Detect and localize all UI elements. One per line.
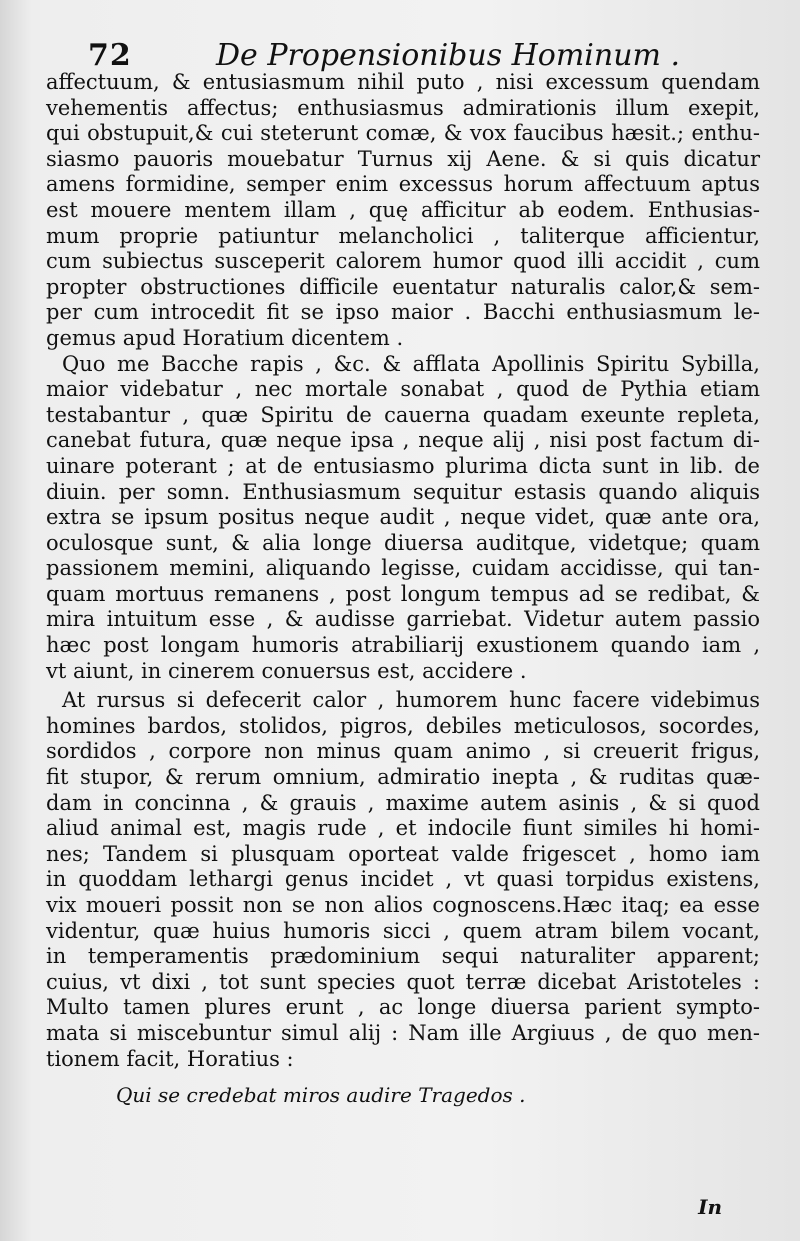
text-line: gemus apud Horatium dicentem . (46, 325, 404, 350)
text-line: diuin. per somn. Enthusiasmum sequitur estasis quando aliquis (46, 479, 760, 504)
text-line: amens formidine, semper enim excessus horum affectuum aptus (46, 172, 760, 197)
text-line: mum proprie patiuntur melancholici , taliterque afficientur, (46, 223, 760, 248)
text-line: extra se ipsum positus neque audit , neque videt, quæ ante ora, (46, 505, 760, 530)
text-line: homines bardos, stolidos, pigros, debiles meticulosos, socordes, (46, 713, 760, 738)
text-line: per cum introcedit fit se ipso maior . Bacchi enthusiasmum le- (46, 300, 760, 325)
text-line: cuius, vt dixi , tot sunt species quot terræ dicebat Aristoteles : (46, 969, 760, 994)
text-line: qui obstupuit,& cui steterunt comæ, & vox faucibus hæsit.; enthu- (46, 121, 760, 146)
text-line: in quoddam lethargi genus incidet , vt quasi torpidus existens, (46, 867, 760, 892)
text-line: cum subiectus susceperit calorem humor quod illi accidit , cum (46, 249, 760, 274)
text-line: Quo me Bacche rapis , &c. & afflata Apollinis Spiritu Sybilla, (62, 351, 760, 376)
text-line: vix moueri possit non se non alios cognoscens.Hæc itaq; ea esse (46, 893, 760, 917)
text-line: mira intuitum esse , & audisse garriebat. Videtur autem passio (46, 607, 760, 632)
text-line: hæc post longam humoris atrabiliarij exustionem quando iam , (46, 633, 760, 658)
text-line: quam mortuus remanens , post longum tempus ad se redibat, & (46, 581, 760, 606)
text-line: maior videbatur , nec mortale sonabat , quod de Pythia etiam (46, 377, 760, 402)
verse-quote (46, 1082, 760, 1108)
running-title: De Propensionibus Hominum . (216, 38, 681, 73)
text-line: est mouere mentem illam , quę afficitur ab eodem. Enthusias- (46, 197, 760, 222)
text-line: canebat futura, quæ neque ipsa , neque alij , nisi post factum di- (46, 428, 760, 453)
text-line: affectuum, & entusiasmum nihil puto , nisi excessum quendam (46, 70, 760, 94)
paragraph-3 (46, 688, 760, 1072)
paragraph-1 (46, 70, 760, 352)
text-line: passionem memini, aliquando legisse, cuidam accidisse, qui tan- (46, 556, 760, 581)
text-line: mata si miscebuntur simul alij : Nam ille Argiuus , de quo men- (46, 1020, 760, 1045)
text-line: vt aiunt, in cinerem conuersus est, accidere . (46, 658, 527, 683)
quote-line: Qui se credebat miros audire Tragedos . (116, 1083, 526, 1108)
catchword: In (698, 1195, 722, 1219)
text-line: aliud animal est, magis rude , et indocile fiunt similes hi homi- (46, 816, 760, 841)
text-line: siasmo pauoris mouebatur Turnus xij Aene. & si quis dicatur (46, 146, 760, 171)
text-line: oculosque sunt, & alia longe diuersa auditque, videtque; quam (46, 530, 760, 555)
text-line: nes; Tandem si plusquam oporteat valde frigescet , homo iam (46, 841, 760, 866)
text-line: propter obstructiones difficile euentatur naturalis calor,& sem- (46, 274, 760, 299)
text-line: vehementis affectus; enthusiasmus admirationis illum exepit, (46, 95, 760, 120)
paragraph-2 (46, 352, 760, 685)
text-line: videntur, quæ huius humoris sicci , quem atram bilem vocant, (46, 918, 760, 943)
text-line: dam in concinna , & grauis , maxime autem asinis , & si quod (46, 790, 760, 815)
text-line: sordidos , corpore non minus quam animo , si creuerit frigus, (46, 739, 760, 764)
text-line: At rursus si defecerit calor , humorem hunc facere videbimus (62, 688, 760, 713)
page-number: 72 (88, 38, 132, 73)
body-text (46, 70, 760, 1108)
text-line: fit stupor, & rerum omnium, admiratio inepta , & ruditas quæ- (46, 765, 760, 790)
text-line: tionem facit, Horatius : (46, 1046, 294, 1071)
text-line: uinare poterant ; at de entusiasmo plurima dicta sunt in lib. de (46, 453, 760, 478)
text-line: in temperamentis prædominium sequi naturaliter apparent; (46, 944, 760, 969)
text-line: Multo tamen plures erunt , ac longe diuersa parient sympto- (46, 995, 760, 1020)
text-line: testabantur , quæ Spiritu de cauerna quadam exeunte repleta, (46, 402, 760, 427)
